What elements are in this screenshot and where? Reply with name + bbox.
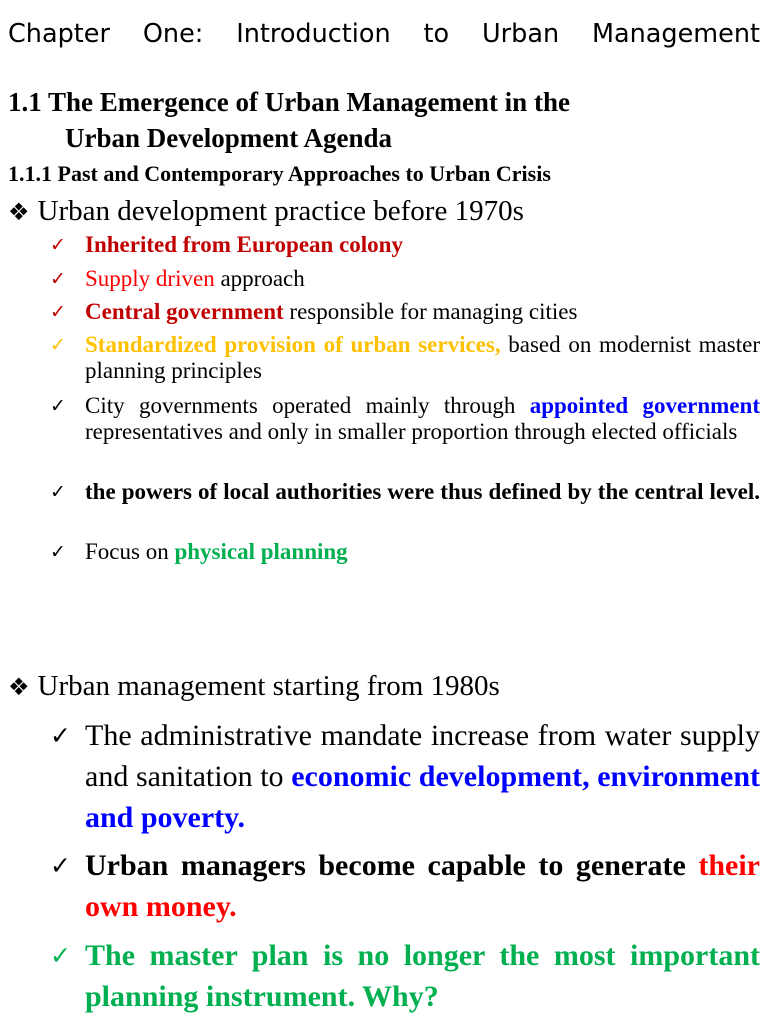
check-icon: ✓ xyxy=(50,721,71,750)
check-icon: ✓ xyxy=(50,395,66,417)
list-item-highlight: Supply driven xyxy=(85,266,215,291)
list-item-highlight: their own money. xyxy=(85,849,760,923)
list-item xyxy=(50,935,760,1017)
list-item-text: City governments operated mainly through xyxy=(85,393,530,418)
list-item xyxy=(50,539,760,565)
check-icon: ✓ xyxy=(50,301,66,323)
list-item xyxy=(50,715,760,838)
check-icon: ✓ xyxy=(50,541,66,563)
diamond-bullet-icon: ❖ xyxy=(8,673,30,701)
section-title-line-2: Urban Development Agenda xyxy=(65,123,393,153)
check-icon: ✓ xyxy=(50,941,71,970)
section-title xyxy=(8,84,748,156)
list-item xyxy=(50,479,760,505)
list-item-text: Inherited from European colony xyxy=(85,232,403,257)
check-icon: ✓ xyxy=(50,851,71,880)
list-item-text: Urban managers become capable to generate xyxy=(85,849,699,882)
bullet-heading-text: Urban management starting from 1980s xyxy=(37,670,500,702)
list-item-highlight: physical planning xyxy=(174,539,348,564)
check-icon: ✓ xyxy=(50,334,66,356)
list-item xyxy=(50,845,760,927)
list-item-highlight: economic development, environment and poverty. xyxy=(85,760,761,834)
list-item-highlight: Standardized provision of urban services, xyxy=(85,332,501,357)
bullet-heading-from-1980s xyxy=(8,669,500,704)
chapter-title: Chapter One: Introduction to Urban Management xyxy=(8,19,760,49)
list-item xyxy=(50,232,760,258)
list-item-highlight: appointed government xyxy=(529,393,761,418)
check-icon: ✓ xyxy=(50,234,66,256)
list-item-text-tail: representatives and only in smaller proportion through elected officials xyxy=(85,419,738,444)
bullet-heading-text: Urban development practice before 1970s xyxy=(37,195,524,227)
list-item xyxy=(50,299,760,325)
list-item-highlight: Central government xyxy=(85,299,284,324)
list-item-text: The master plan is no longer the most important planning instrument. Why? xyxy=(85,939,760,1013)
list-item xyxy=(50,332,760,384)
list-item-text: approach xyxy=(214,266,305,291)
list-item-text: Focus on xyxy=(85,539,175,564)
check-icon: ✓ xyxy=(50,481,66,503)
bullet-heading-before-1970s xyxy=(8,194,524,229)
list-item-text: responsible for managing cities xyxy=(283,299,578,324)
list-item-text: the powers of local authorities were thus defined by the central level. xyxy=(85,479,760,504)
list-item xyxy=(50,266,760,292)
subsection-title: 1.1.1 Past and Contemporary Approaches to Urban Crisis xyxy=(8,161,551,186)
section-title-line-1: 1.1 The Emergence of Urban Management in the xyxy=(8,87,570,117)
list-item-text: The administrative mandate increase from water supply and sanitation to xyxy=(85,719,760,793)
list-item-text: based on modernist master planning principles xyxy=(85,332,760,383)
diamond-bullet-icon: ❖ xyxy=(8,198,30,226)
check-icon: ✓ xyxy=(50,268,66,290)
list-item xyxy=(50,393,760,445)
